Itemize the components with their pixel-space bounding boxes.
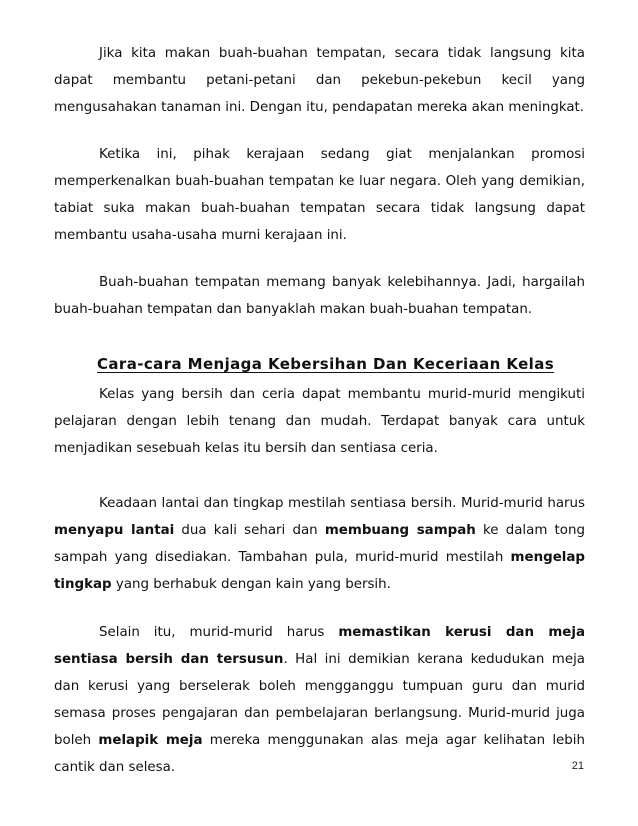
page-number: 21 <box>571 760 584 772</box>
text-run: . Hal ini demikian kerana kedudukan meja dan kerusi yang berselerak boleh mengganggu tumpuan guru dan murid semasa proses pengajaran dan pembelajaran berlangsung. Murid-murid juga boleh <box>54 652 586 748</box>
text-run: ke dalam tong sampah yang disediakan. Tambahan pula, murid-murid mestilah <box>54 523 585 565</box>
bold-phrase-tidy-furniture: memastikan kerusi dan meja sentiasa bersih dan tersusun <box>54 625 585 667</box>
section-heading: Cara-cara Menjaga Kebersihan Dan Keceriaan Kelas <box>97 355 555 373</box>
bold-phrase-sweep-floor: menyapu lantai <box>54 523 175 538</box>
text-run: mereka menggunakan alas meja agar kelihatan lebih cantik dan selesa. <box>54 733 585 775</box>
paragraph-class-intro: Kelas yang bersih dan ceria dapat membantu murid-murid mengikuti pelajaran dengan lebih tenang dan mudah. Terdapat banyak cara untuk menjadikan sesebuah kelas itu bersih dan sentiasa ceria. <box>54 387 585 456</box>
text-run: Keadaan lantai dan tingkap mestilah sentiasa bersih. Murid-murid harus <box>99 496 585 511</box>
paragraph-fruits-conclusion: Buah-buahan tempatan memang banyak kelebihannya. Jadi, hargailah buah-buahan tempatan dan banyaklah makan buah-buahan tempatan. <box>54 275 585 317</box>
paragraph-floor-windows <box>54 490 585 598</box>
bold-phrase-cover-table: melapik meja <box>98 733 203 748</box>
text-run: dua kali sehari dan <box>174 523 325 538</box>
document-page <box>54 40 585 781</box>
paragraph-local-fruits-farmers: Jika kita makan buah-buahan tempatan, secara tidak langsung kita dapat membantu petani-petani dan pekebun-pekebun kecil yang mengusahakan tanaman ini. Dengan itu, pendapatan mereka akan meningkat. <box>54 46 585 115</box>
paragraph-government-promotion: Ketika ini, pihak kerajaan sedang giat menjalankan promosi memperkenalkan buah-buahan tempatan ke luar negara. Oleh yang demikian, tabiat suka makan buah-buahan tempatan secara tidak langsung dapat membantu usaha-usaha murni kerajaan ini. <box>54 147 585 243</box>
bold-phrase-throw-rubbish: membuang sampah <box>324 523 476 538</box>
bold-phrase-wipe-windows: mengelap tingkap <box>54 550 585 592</box>
text-run: yang berhabuk dengan kain yang bersih. <box>111 577 391 592</box>
text-run: Selain itu, murid-murid harus <box>99 625 339 640</box>
paragraph-chairs-tables <box>54 619 585 781</box>
